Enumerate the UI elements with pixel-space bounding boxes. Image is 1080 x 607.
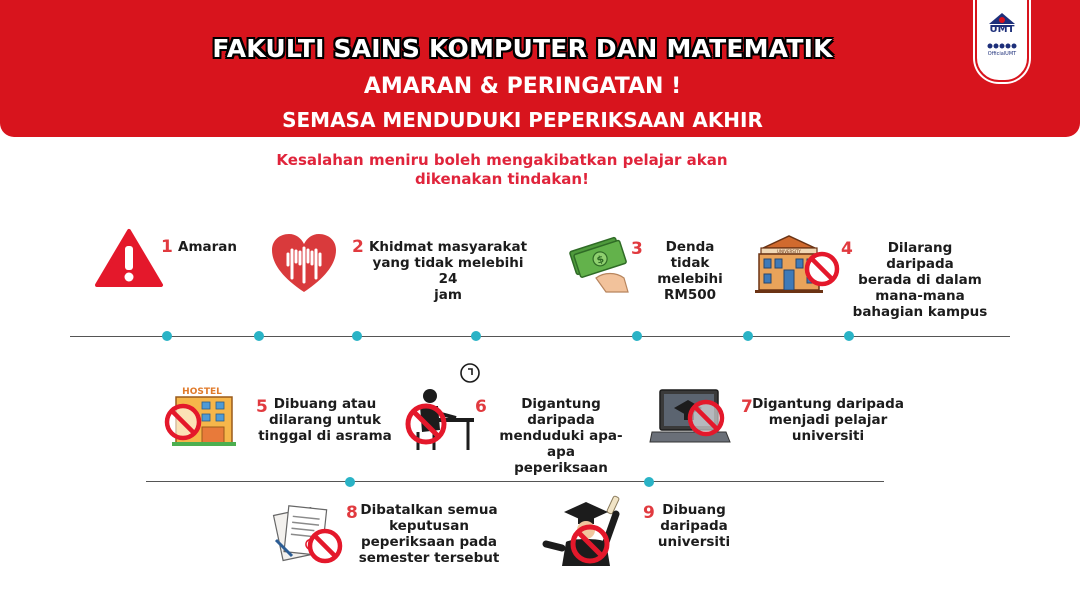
svg-text:$: $	[595, 253, 606, 267]
timeline-line-2	[146, 481, 884, 482]
timeline-dot	[743, 331, 753, 341]
item-4-number: 4	[841, 239, 853, 259]
item-3-text: Denda tidak melebihi RM500	[657, 239, 723, 303]
timeline-dot	[471, 331, 481, 341]
documents-prohibited-icon	[272, 504, 348, 564]
timeline-dot	[844, 331, 854, 341]
timeline-line-1	[70, 336, 1010, 337]
header-banner	[0, 0, 1080, 137]
timeline-dot	[345, 477, 355, 487]
hostel-prohibited-icon	[162, 385, 238, 447]
university-building-prohibited-icon	[753, 234, 841, 294]
social-icons	[977, 42, 1027, 50]
item-7-number: 7	[741, 397, 753, 417]
clock-icon	[461, 364, 479, 382]
hostel-sign-text: HOSTEL	[182, 387, 222, 397]
timeline-dot	[254, 331, 264, 341]
page-title: FAKULTI SAINS KOMPUTER DAN MATEMATIK	[212, 34, 833, 63]
item-7-text: Digantung daripada menjadi pelajar universiti	[752, 396, 904, 444]
item-1-text: Amaran	[178, 239, 238, 255]
exam-desk-prohibited-icon	[404, 362, 476, 452]
item-9-text: Dibuang daripada universiti	[657, 502, 731, 550]
graduate-prohibited-icon	[540, 494, 632, 570]
item-3-number: 3	[631, 239, 643, 259]
item-8-text: Dibatalkan semua keputusan peperiksaan pada semester tersebut	[358, 502, 500, 566]
item-5-text: Dibuang atau dilarang untuk tinggal di asrama	[258, 396, 392, 444]
logo-handle: OfficialUMT	[987, 51, 1017, 57]
warning-text	[262, 151, 742, 189]
money-hand-icon	[566, 232, 630, 294]
helping-hands-heart-icon	[270, 232, 338, 294]
timeline-dot	[632, 331, 642, 341]
item-2-text: Khidmat masyarakat yang tidak melebihi 24 jam	[368, 239, 528, 303]
laptop-graduate-prohibited-icon	[650, 386, 732, 448]
svg-text:UNIVERSITY: UNIVERSITY	[777, 249, 801, 254]
item-2-number: 2	[352, 237, 364, 257]
warning-line-1: Kesalahan meniru boleh mengakibatkan pelajar akan	[276, 151, 728, 169]
timeline-dot	[162, 331, 172, 341]
item-1-number: 1	[161, 237, 173, 257]
item-5-number: 5	[256, 397, 268, 417]
page-subtitle-2: SEMASA MENDUDUKI PEPERIKSAAN AKHIR	[282, 108, 763, 132]
item-6-number: 6	[475, 397, 487, 417]
timeline-dot	[352, 331, 362, 341]
page-subtitle: AMARAN & PERINGATAN !	[363, 74, 682, 99]
umt-logo	[975, 0, 1029, 82]
item-6-text: Digantung daripada menduduki apa-apa peperiksaan	[499, 396, 623, 476]
item-4-text: Dilarang daripada berada di dalam mana-mana bahagian kampus	[852, 240, 988, 320]
timeline-dot	[644, 477, 654, 487]
warning-triangle-icon	[95, 228, 163, 288]
logo-text: UMT	[989, 24, 1015, 35]
warning-line-2: dikenakan tindakan!	[415, 170, 589, 188]
item-9-number: 9	[643, 503, 655, 523]
item-8-number: 8	[346, 503, 358, 523]
